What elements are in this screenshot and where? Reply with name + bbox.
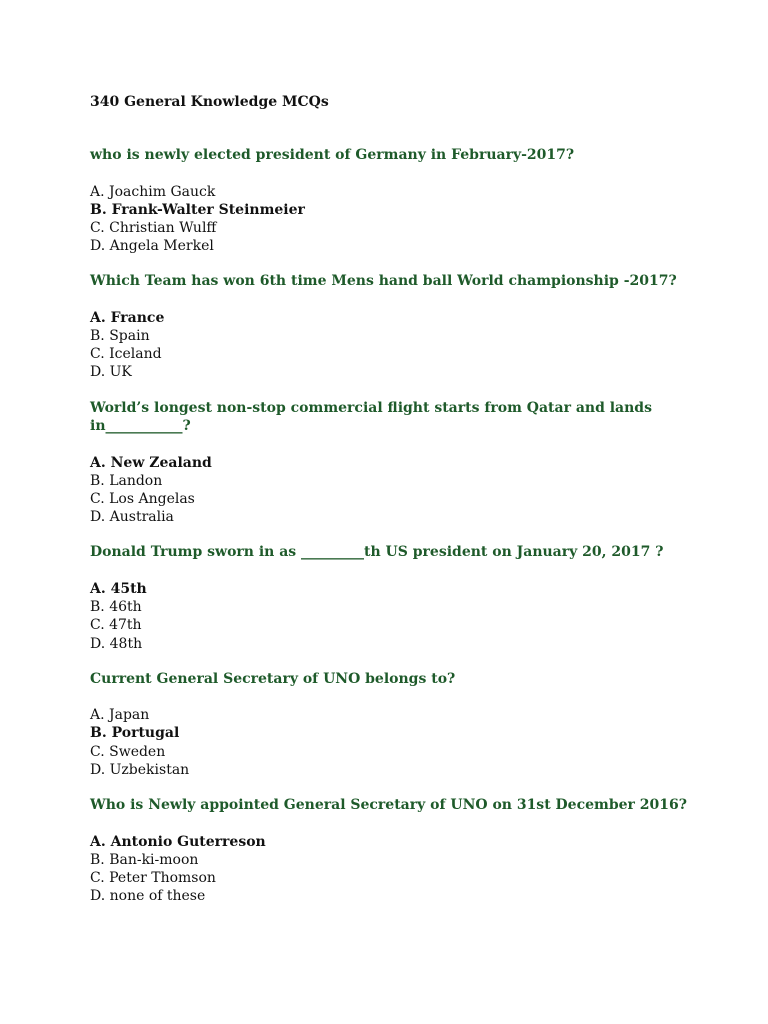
- option-a: A. Joachim Gauck: [90, 183, 216, 200]
- options-list: [90, 580, 690, 653]
- option-c: C. Los Angelas: [90, 491, 195, 508]
- option-a-correct: A. Antonio Guterreson: [90, 833, 266, 850]
- option-d: D. none of these: [90, 888, 206, 905]
- option-d: D. UK: [90, 364, 132, 381]
- options-list: [90, 183, 690, 256]
- option-c: C. Peter Thomson: [90, 869, 216, 886]
- question-text: Current General Secretary of UNO belongs to?: [90, 670, 456, 687]
- document-page: [90, 92, 690, 922]
- option-b: B. 46th: [90, 599, 142, 616]
- option-c: C. Sweden: [90, 743, 166, 760]
- option-d: D. Australia: [90, 509, 174, 526]
- question-block-1: [90, 146, 690, 255]
- question-text: Donald Trump sworn in as _________th US president on January 20, 2017 ?: [90, 544, 664, 561]
- question-text: who is newly elected president of Germany in February-2017?: [90, 147, 575, 163]
- question-block-2: [90, 272, 690, 381]
- option-a: A. Japan: [90, 707, 150, 724]
- question-block-4: [90, 543, 690, 652]
- option-d: D. Uzbekistan: [90, 761, 190, 778]
- option-c: C. 47th: [90, 617, 142, 634]
- options-list: [90, 833, 690, 906]
- option-a-correct: A. 45th: [90, 580, 147, 597]
- options-list: [90, 309, 690, 382]
- option-a-correct: A. New Zealand: [90, 454, 212, 471]
- question-text: Who is Newly appointed General Secretary of UNO on 31st December 2016?: [90, 797, 687, 814]
- question-block-5: [90, 670, 690, 779]
- option-c: C. Christian Wulff: [90, 219, 217, 236]
- option-c: C. Iceland: [90, 346, 162, 363]
- page-title: 340 General Knowledge MCQs: [90, 94, 329, 110]
- option-b-correct: B. Frank-Walter Steinmeier: [90, 201, 305, 218]
- question-block-6: [90, 796, 690, 905]
- option-d: D. Angela Merkel: [90, 238, 214, 255]
- question-block-3: [90, 399, 690, 527]
- option-b: B. Spain: [90, 328, 150, 345]
- options-list: [90, 454, 690, 527]
- option-a-correct: A. France: [90, 309, 165, 326]
- options-list: [90, 706, 690, 779]
- option-b: B. Ban-ki-moon: [90, 851, 199, 868]
- option-b-correct: B. Portugal: [90, 725, 180, 742]
- option-d: D. 48th: [90, 635, 143, 652]
- option-b: B. Landon: [90, 472, 163, 489]
- question-text: World’s longest non-stop commercial flight starts from Qatar and lands in___________?: [90, 399, 652, 435]
- question-text: Which Team has won 6th time Mens hand ball World championship -2017?: [90, 273, 677, 290]
